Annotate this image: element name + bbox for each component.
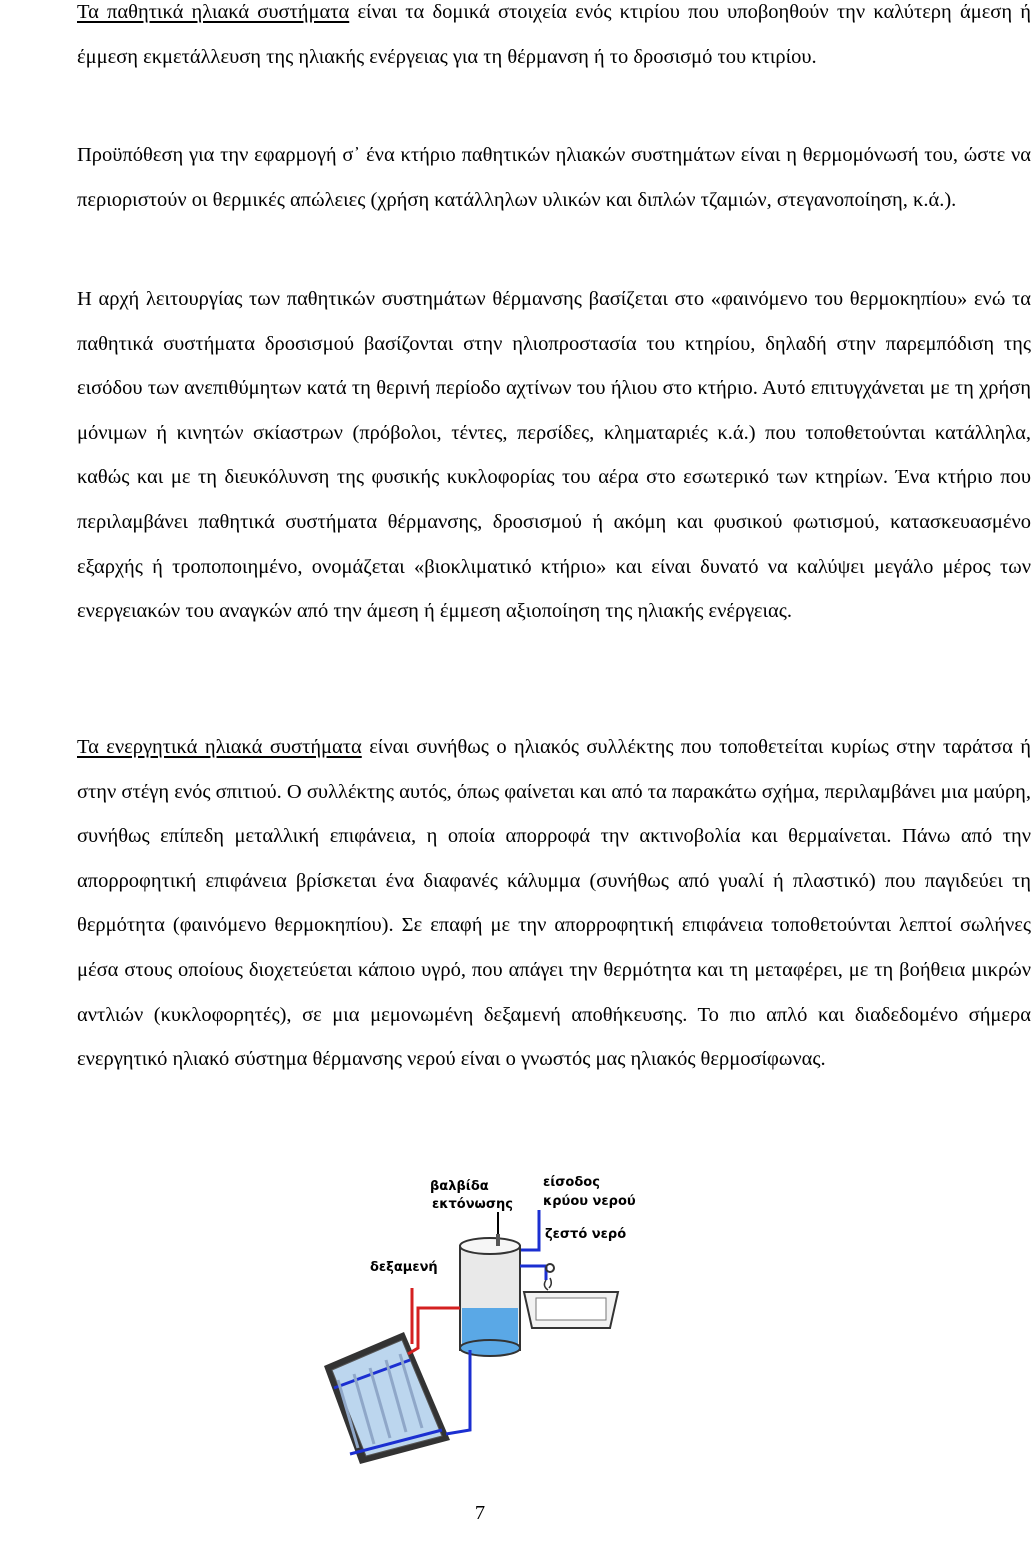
cold-inlet-pipe (518, 1210, 539, 1258)
bathtub-icon (524, 1292, 618, 1328)
page-number: 7 (474, 1502, 486, 1524)
valve-label-line2: εκτόνωσης (432, 1197, 513, 1212)
tank-label: δεξαμενή (370, 1260, 438, 1275)
paragraph-active-systems (3, 725, 1031, 1082)
solar-collector-panel (324, 1332, 450, 1464)
paragraph-operating-principle: Η αρχή λειτουργίας των παθητικών συστημάτων θέρμανσης βασίζεται στο «φαινόμενο του θερμοκηπίου» ενώ τα παθητικά συστήματα δροσισμού βασίζονται στην ηλιοπροστασία του κτηρίου, δηλαδή στην παρεμπόδιση της εισόδου των ανεπιθύμητων κατά τη θερινή περίοδο αχτίνων του ήλιου στο κτήριο. Αυτό επιτυγχάνεται με τη χρήση μόνιμων ή κινητών σκίαστρων (πρόβολοι, τέντες, περσίδες, κληματαριές κ.ά.) που τοποθετούνται κατάλληλα, καθώς και με τη διευκόλυνση της φυσικής κυκλοφορίας του αέρα στο εσωτερικό των κτηρίων. Ένα κτήριο που περιλαμβάνει παθητικά συστήματα θέρμανσης, δροσισμού ή ακόμη και φυσικού φωτισμού, κατασκευασμένο εξαρχής ή τροποποιημένο, ονομάζεται «βιοκλιματικό κτήριο» και είναι δυνατό να καλύψει μεγάλο μέρος των ενεργειακών του αναγκών από την άμεση ή έμμεση αξιοποίηση της ηλιακής ενέργειας. (77, 288, 1031, 623)
paragraph-active-systems-text: είναι συνήθως ο ηλιακός συλλέκτης που τοποθετείται κυρίως στην ταράτσα ή στην στέγη ενός σπιτιού. Ο συλλέκτης αυτός, όπως φαίνεται και από τα παρακάτω σχήμα, περιλαμβάνει μια μαύρη, συνήθως επίπεδη μεταλλική επιφάνεια, η οποία απορροφά την ακτινοβολία και θερμαίνεται. Πάνω από την απορροφητική επιφάνεια βρίσκεται ένα διαφανές κάλυμμα (συνήθως από γυαλί ή πλαστικό) που παγιδεύει τη θερμότητα (φαινόμενο θερμοκηπίου). Σε επαφή με την απορροφητική επιφάνεια τοποθετούνται λεπτοί σωλήνες μέσα στους οποίους διοχετεύεται κάποιο υγρό, που απάγει την θερμότητα και τη μεταφέρει, με τη βοήθεια μικρών αντλιών (κυκλοφορητές), σε μια μεμονωμένη δεξαμενή αποθήκευσης. Το πιο απλό και διαδεδομένο σήμερα ενεργητικό ηλιακό σύστημα θέρμανσης νερού είναι ο γνωστός μας ηλιακός θερμοσίφωνας. (77, 736, 1031, 1071)
hot-outlet-pipe (520, 1266, 546, 1280)
paragraph-passive-systems (3, 0, 1031, 79)
hot-return-pipe (408, 1308, 460, 1354)
storage-tank (460, 1234, 520, 1356)
solar-water-heater-diagram (300, 1168, 680, 1513)
inlet-label-line1: είσοδος (543, 1175, 600, 1190)
hot-water-label: ζεστό νερό (545, 1227, 627, 1242)
cold-feed-pipe (446, 1350, 470, 1434)
inlet-label-line2: κρύου νερού (543, 1194, 636, 1209)
term-passive-solar-systems: Τα παθητικά ηλιακά συστήματα (77, 1, 350, 23)
paragraph-insulation: Προϋπόθεση για την εφαρμογή σ᾽ ένα κτήριο παθητικών ηλιακών συστημάτων είναι η θερμομόνωσή του, ώστε να περιοριστούν οι θερμικές απώλειες (χρήση κατάλληλων υλικών και διπλών τζαμιών, στεγανοποίηση, κ.ά.). (77, 144, 1031, 211)
term-active-solar-systems: Τα ενεργητικά ηλιακά συστήματα (77, 736, 362, 758)
valve-label-line1: βαλβίδα (430, 1179, 489, 1194)
paragraph-passive-systems-text: είναι τα δομικά στοιχεία ενός κτιρίου που υποβοηθούν την καλύτερη άμεση ή έμμεση εκμετάλλευση της ηλιακής ενέργειας για τη θέρμανση ή το δροσισμό του κτιρίου. (77, 1, 1031, 68)
